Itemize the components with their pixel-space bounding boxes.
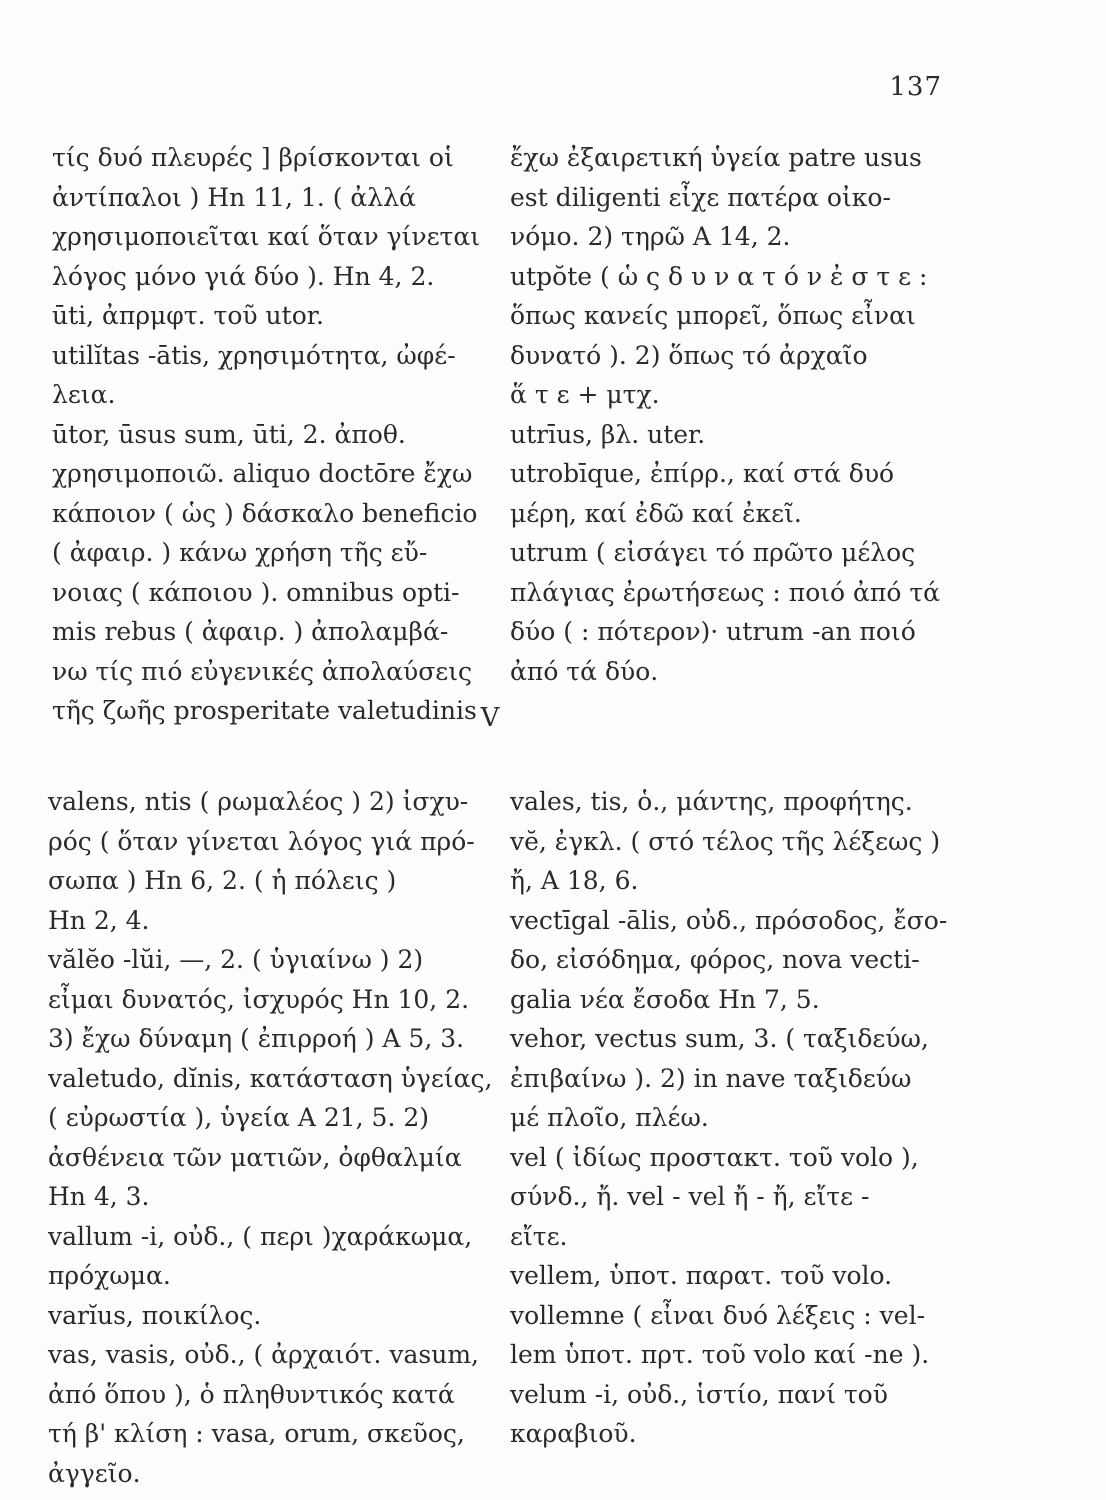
text-line: ἀγγεῖο.: [48, 1458, 141, 1488]
text-line: ἀπό ὅπου ), ὁ πληθυντικός κατά: [48, 1379, 455, 1409]
text-line: πρόχωμα.: [48, 1261, 171, 1290]
text-line: ἀπό τά δύο.: [510, 656, 659, 686]
bottom-right-column: [510, 782, 955, 1454]
text-line: ( εὐρωστία ), ὑγεία A 21, 5. 2): [48, 1103, 429, 1132]
text-line: δυνατό ). 2) ὅπως τό ἀρχαῖο: [510, 340, 868, 370]
text-line: lem ὑποτ. πρτ. τοῦ volo καί -ne ).: [510, 1340, 930, 1369]
text-line: vales, tis, ὁ., μάντης, προφήτης.: [510, 787, 913, 816]
section-letter-heading: V: [480, 703, 500, 733]
text-line: utilĭtas -ātis, χρησιμότητα, ὠφέ-: [52, 340, 456, 370]
text-line: ἤ, A 18, 6.: [510, 866, 639, 895]
text-line: ūti, ἀπρμφτ. τοῦ utor.: [52, 301, 324, 330]
text-line: 3) ἔχω δύναμη ( ἐπιρροή ) A 5, 3.: [48, 1024, 465, 1053]
text-line: varĭus, ποικίλος.: [48, 1300, 262, 1330]
text-line: χρησιμοποιεῖται καί ὅταν γίνεται: [52, 222, 481, 251]
text-line: Hn 2, 4.: [48, 905, 150, 935]
text-line: ūtor, ūsus sum, ūti, 2. ἀποθ.: [52, 419, 406, 449]
text-line: εἴτε.: [510, 1221, 568, 1251]
text-line: νω τίς πιό εὐγενικές ἀπολαύσεις: [52, 656, 473, 686]
text-line: utrum ( εἰσάγει τό πρῶτο μέλος: [510, 538, 916, 567]
text-line: Hn 4, 3.: [48, 1182, 150, 1211]
text-line: vectīgal -ālis, οὐδ., πρόσοδος, ἔσο-: [510, 905, 948, 935]
text-line: velum -i, οὐδ., ἱστίο, πανί τοῦ: [510, 1379, 888, 1409]
text-line: vălĕo -lŭi, —, 2. ( ὑγιαίνω ) 2): [48, 945, 424, 974]
text-line: πλάγιας ἐρωτήσεως : ποιό ἀπό τά: [510, 577, 941, 607]
text-line: vollemne ( εἶναι δυό λέξεις : vel-: [510, 1300, 926, 1330]
text-line: εἶμαι δυνατός, ἰσχυρός Hn 10, 2.: [48, 984, 470, 1014]
text-line: νόμο. 2) τηρῶ A 14, 2.: [510, 222, 791, 251]
text-line: ( ἀφαιρ. ) κάνω χρήση τῆς εὔ-: [52, 538, 428, 567]
text-line: τή β' κλίση : vasa, orum, σκεῦος,: [48, 1419, 465, 1448]
text-line: vellem, ὑποτ. παρατ. τοῦ volo.: [510, 1261, 893, 1290]
text-line: est diligenti εἶχε πατέρα οἰκο-: [510, 182, 891, 212]
page-number: 137: [889, 72, 942, 102]
text-line: χρησιμοποιῶ. aliquo doctōre ἔχω: [52, 459, 473, 488]
text-line: vallum -i, οὐδ., ( περι )χαράκωμα,: [48, 1221, 473, 1251]
text-line: λόγος μόνο γιά δύο ). Hn 4, 2.: [52, 261, 435, 291]
text-line: ἔχω ἐξαιρετική ὑγεία patre usus: [510, 143, 922, 172]
text-line: mis rebus ( ἀφαιρ. ) ἀπολαμβά-: [52, 617, 449, 646]
text-line: σωπα ) Hn 6, 2. ( ἡ πόλεις ): [48, 866, 397, 895]
text-line: σύνδ., ἤ. vel - vel ἤ - ἤ, εἴτε -: [510, 1182, 870, 1211]
text-line: vehor, vectus sum, 3. ( ταξιδεύω,: [510, 1024, 929, 1053]
text-line: ὅπως κανείς μπορεῖ, ὅπως εἶναι: [510, 301, 916, 330]
text-line: νοιας ( κάποιου ). omnibus opti-: [52, 577, 460, 607]
text-line: vel ( ἰδίως προστακτ. τοῦ volo ),: [510, 1142, 919, 1172]
text-line: valens, ntis ( ρωμαλέος ) 2) ἰσχυ-: [48, 787, 469, 816]
text-line: ρός ( ὅταν γίνεται λόγος γιά πρό-: [48, 826, 475, 856]
text-line: κάποιον ( ὡς ) δάσκαλο beneficio: [52, 498, 478, 528]
text-line: ἐπιβαίνω ). 2) in nave ταξιδεύω: [510, 1063, 912, 1093]
text-line: utpŏte ( ὡ ς δ υ ν α τ ό ν ἐ σ τ ε :: [510, 261, 928, 291]
text-line: utrobīque, ἐπίρρ., καί στά δυό: [510, 459, 895, 488]
text-line: λεια.: [52, 380, 116, 409]
text-line: μέρη, καί ἐδῶ καί ἐκεῖ.: [510, 498, 802, 528]
top-left-column: [52, 138, 492, 731]
text-line: ἀσθένεια τῶν ματιῶν, ὀφθαλμία: [48, 1142, 462, 1172]
text-line: vas, vasis, οὐδ., ( ἀρχαιότ. vasum,: [48, 1340, 479, 1369]
text-line: καραβιοῦ.: [510, 1419, 637, 1448]
text-line: μέ πλοῖο, πλέω.: [510, 1103, 709, 1132]
top-right-column: [510, 138, 950, 691]
text-line: τίς δυό πλευρές ] βρίσκονται οἱ: [52, 143, 454, 172]
text-line: vĕ, ἐγκλ. ( στό τέλος τῆς λέξεως ): [510, 826, 941, 856]
text-line: galia νέα ἔσοδα Hn 7, 5.: [510, 984, 820, 1014]
text-line: ἀντίπαλοι ) Hn 11, 1. ( ἀλλά: [52, 182, 416, 212]
text-line: utrīus, βλ. uter.: [510, 419, 706, 449]
text-line: ἅ τ ε + μτχ.: [510, 380, 660, 409]
text-line: δύο ( : πότερον)· utrum -an ποιό: [510, 617, 916, 646]
text-line: valetudo, dĭnis, κατάσταση ὑγείας,: [48, 1063, 493, 1093]
bottom-left-column: [48, 782, 493, 1493]
text-line: τῆς ζωῆς prosperitate valetudinis: [52, 696, 477, 725]
text-line: δο, εἰσόδημα, φόρος, nova vecti-: [510, 945, 920, 974]
